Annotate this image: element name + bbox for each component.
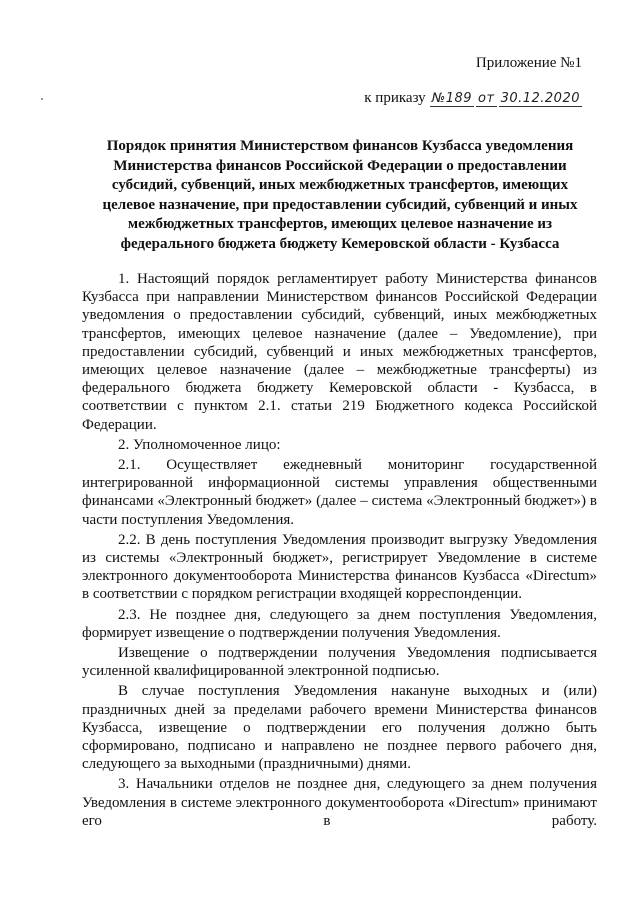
paragraph-2-2: 2.2. В день поступления Уведомления производит выгрузку Уведомления из системы «Электронный бюджет», регистрирует Уведомление в системе электронного документооборота Министерства финансов Кузбасса «Directum» в соответствии с порядком регистрации входящей корреспонденции.	[82, 531, 597, 603]
scan-speck	[41, 98, 43, 100]
document-title: Порядок принятия Министерством финансов Кузбасса уведомления Министерства финансов Российской Федерации о предоставлении субсидий, субвенций, иных межбюджетных трансфертов, имеющих целевое назначение, при предоставлении субсидий, субвенций и иных межбюджетных трансфертов, имеющих целевое назначение из федерального бюджета бюджету Кемеровской области - Кузбасса	[102, 138, 578, 252]
paragraph-2: 2. Уполномоченное лицо:	[118, 436, 281, 453]
document-body	[82, 270, 597, 832]
paragraph-2-1: 2.1. Осуществляет ежедневный мониторинг государственной интегрированной информационной системы управления общественными финансами «Электронный бюджет» (далее – система «Электронный бюджет») в части поступления Уведомления.	[82, 457, 597, 528]
order-number: №189	[431, 91, 473, 106]
order-from: от	[478, 91, 495, 106]
paragraph-holidays: В случае поступления Уведомления накануне выходных и (или) праздничных дней за пределами рабочего времени Министерства финансов Кузбасса, извещение о подтверждении его получения должно быть сформировано, подписано и направлено не позднее первого рабочего дня, следующего за выходными (праздничными) днями.	[82, 683, 597, 773]
order-reference	[364, 90, 582, 107]
paragraph-3: 3. Начальники отделов не позднее дня, следующего за днем получения Уведомления в системе электронного документооборота «Directum» принимают его в работу.	[82, 776, 597, 829]
appendix-label: Приложение №1	[475, 55, 582, 71]
order-date: 30.12.2020	[500, 91, 580, 106]
paragraph-1: 1. Настоящий порядок регламентирует работу Министерства финансов Кузбасса при направлении Министерством финансов Российской Федерации уведомления о предоставлении субсидий, субвенций, иных межбюджетных трансфертов, имеющих целевое назначение (далее – Уведомление), при предоставлении субсидий, субвенций и иных межбюджетных трансфертов, имеющих целевое назначение (далее – межбюджетные трансферты) из федерального бюджета бюджету Кемеровской области - Кузбасса, в соответствии с пунктом 2.1. статьи 219 Бюджетного кодекса Российской Федерации.	[82, 271, 597, 433]
paragraph-2-3: 2.3. Не позднее дня, следующего за днем поступления Уведомления, формирует извещение о подтверждении получения Уведомления.	[82, 606, 597, 641]
paragraph-signature: Извещение о подтверждении получения Уведомления подписывается усиленной квалифицированной электронной подписью.	[82, 645, 597, 680]
order-prefix: к приказу	[364, 90, 426, 106]
